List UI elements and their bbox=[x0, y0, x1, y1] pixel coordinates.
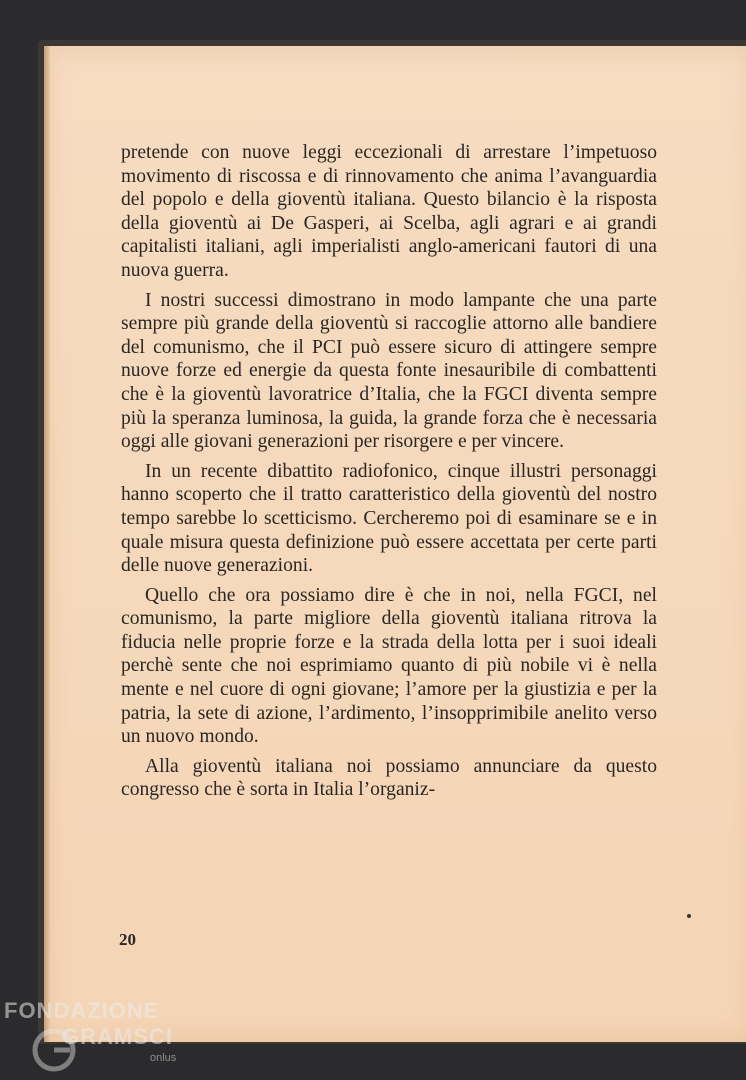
page-spine-edge bbox=[44, 46, 50, 1042]
body-text bbox=[121, 141, 657, 808]
watermark-line-3: onlus bbox=[150, 1052, 177, 1064]
watermark-line-1: FONDAZIONE bbox=[4, 998, 160, 1023]
paragraph-1: pretende con nuove leggi eccezionali di arrestare l’impetuoso movimento di riscossa e di rinnovamento che anima l’avanguardia del popolo e della gioventù italiana. Questo bilancio è la risposta della gioventù ai De Gasperi, ai Scelba, agli agrari e ai grandi capitalisti italiani, agli imperialisti anglo-americani fautori di una nuova guerra. bbox=[121, 142, 657, 281]
page-number: 20 bbox=[119, 930, 136, 949]
ink-speck bbox=[687, 914, 691, 918]
watermark-line-2: GRAMSCI bbox=[62, 1024, 173, 1049]
paragraph-5: Alla gioventù italiana noi possiamo annunciare da questo congresso che è sorta in Italia l’organiz- bbox=[121, 755, 657, 801]
paragraph-2: I nostri successi dimostrano in modo lampante che una parte sempre più grande della gioventù si raccoglie attorno alle bandiere del comunismo, che il PCI può essere sicuro di attingere sempre nuove forze ed energie da questa fonte inesauribile di combattenti che è la gioventù lavoratrice d’Italia, che la FGCI diventa sempre più la speranza luminosa, la guida, la grande forza che è necessaria oggi alle giovani generazioni per risorgere e per vincere. bbox=[121, 289, 657, 453]
paragraph-3: In un recente dibattito radiofonico, cinque illustri personaggi hanno scoperto che il tratto caratteristico della gioventù del nostro tempo sarebbe lo scetticismo. Cercheremo poi di esaminare se e in quale misura questa definizione può essere accettata per certe parti delle nuove generazioni. bbox=[121, 460, 657, 577]
watermark bbox=[4, 998, 194, 1078]
paragraph-4: Quello che ora possiamo dire è che in noi, nella FGCI, nel comunismo, la parte migliore della gioventù italiana ritrova la fiducia nelle proprie forze e la strada della lotta per i suoi ideali perchè sente che noi esprimiamo quanto di più nobile vi è nella mente e nel cuore di ogni giovane; l’amore per la giustizia e per la patria, la sete di azione, l’ardimento, l’insopprimibile anelito verso un nuovo mondo. bbox=[121, 584, 657, 748]
